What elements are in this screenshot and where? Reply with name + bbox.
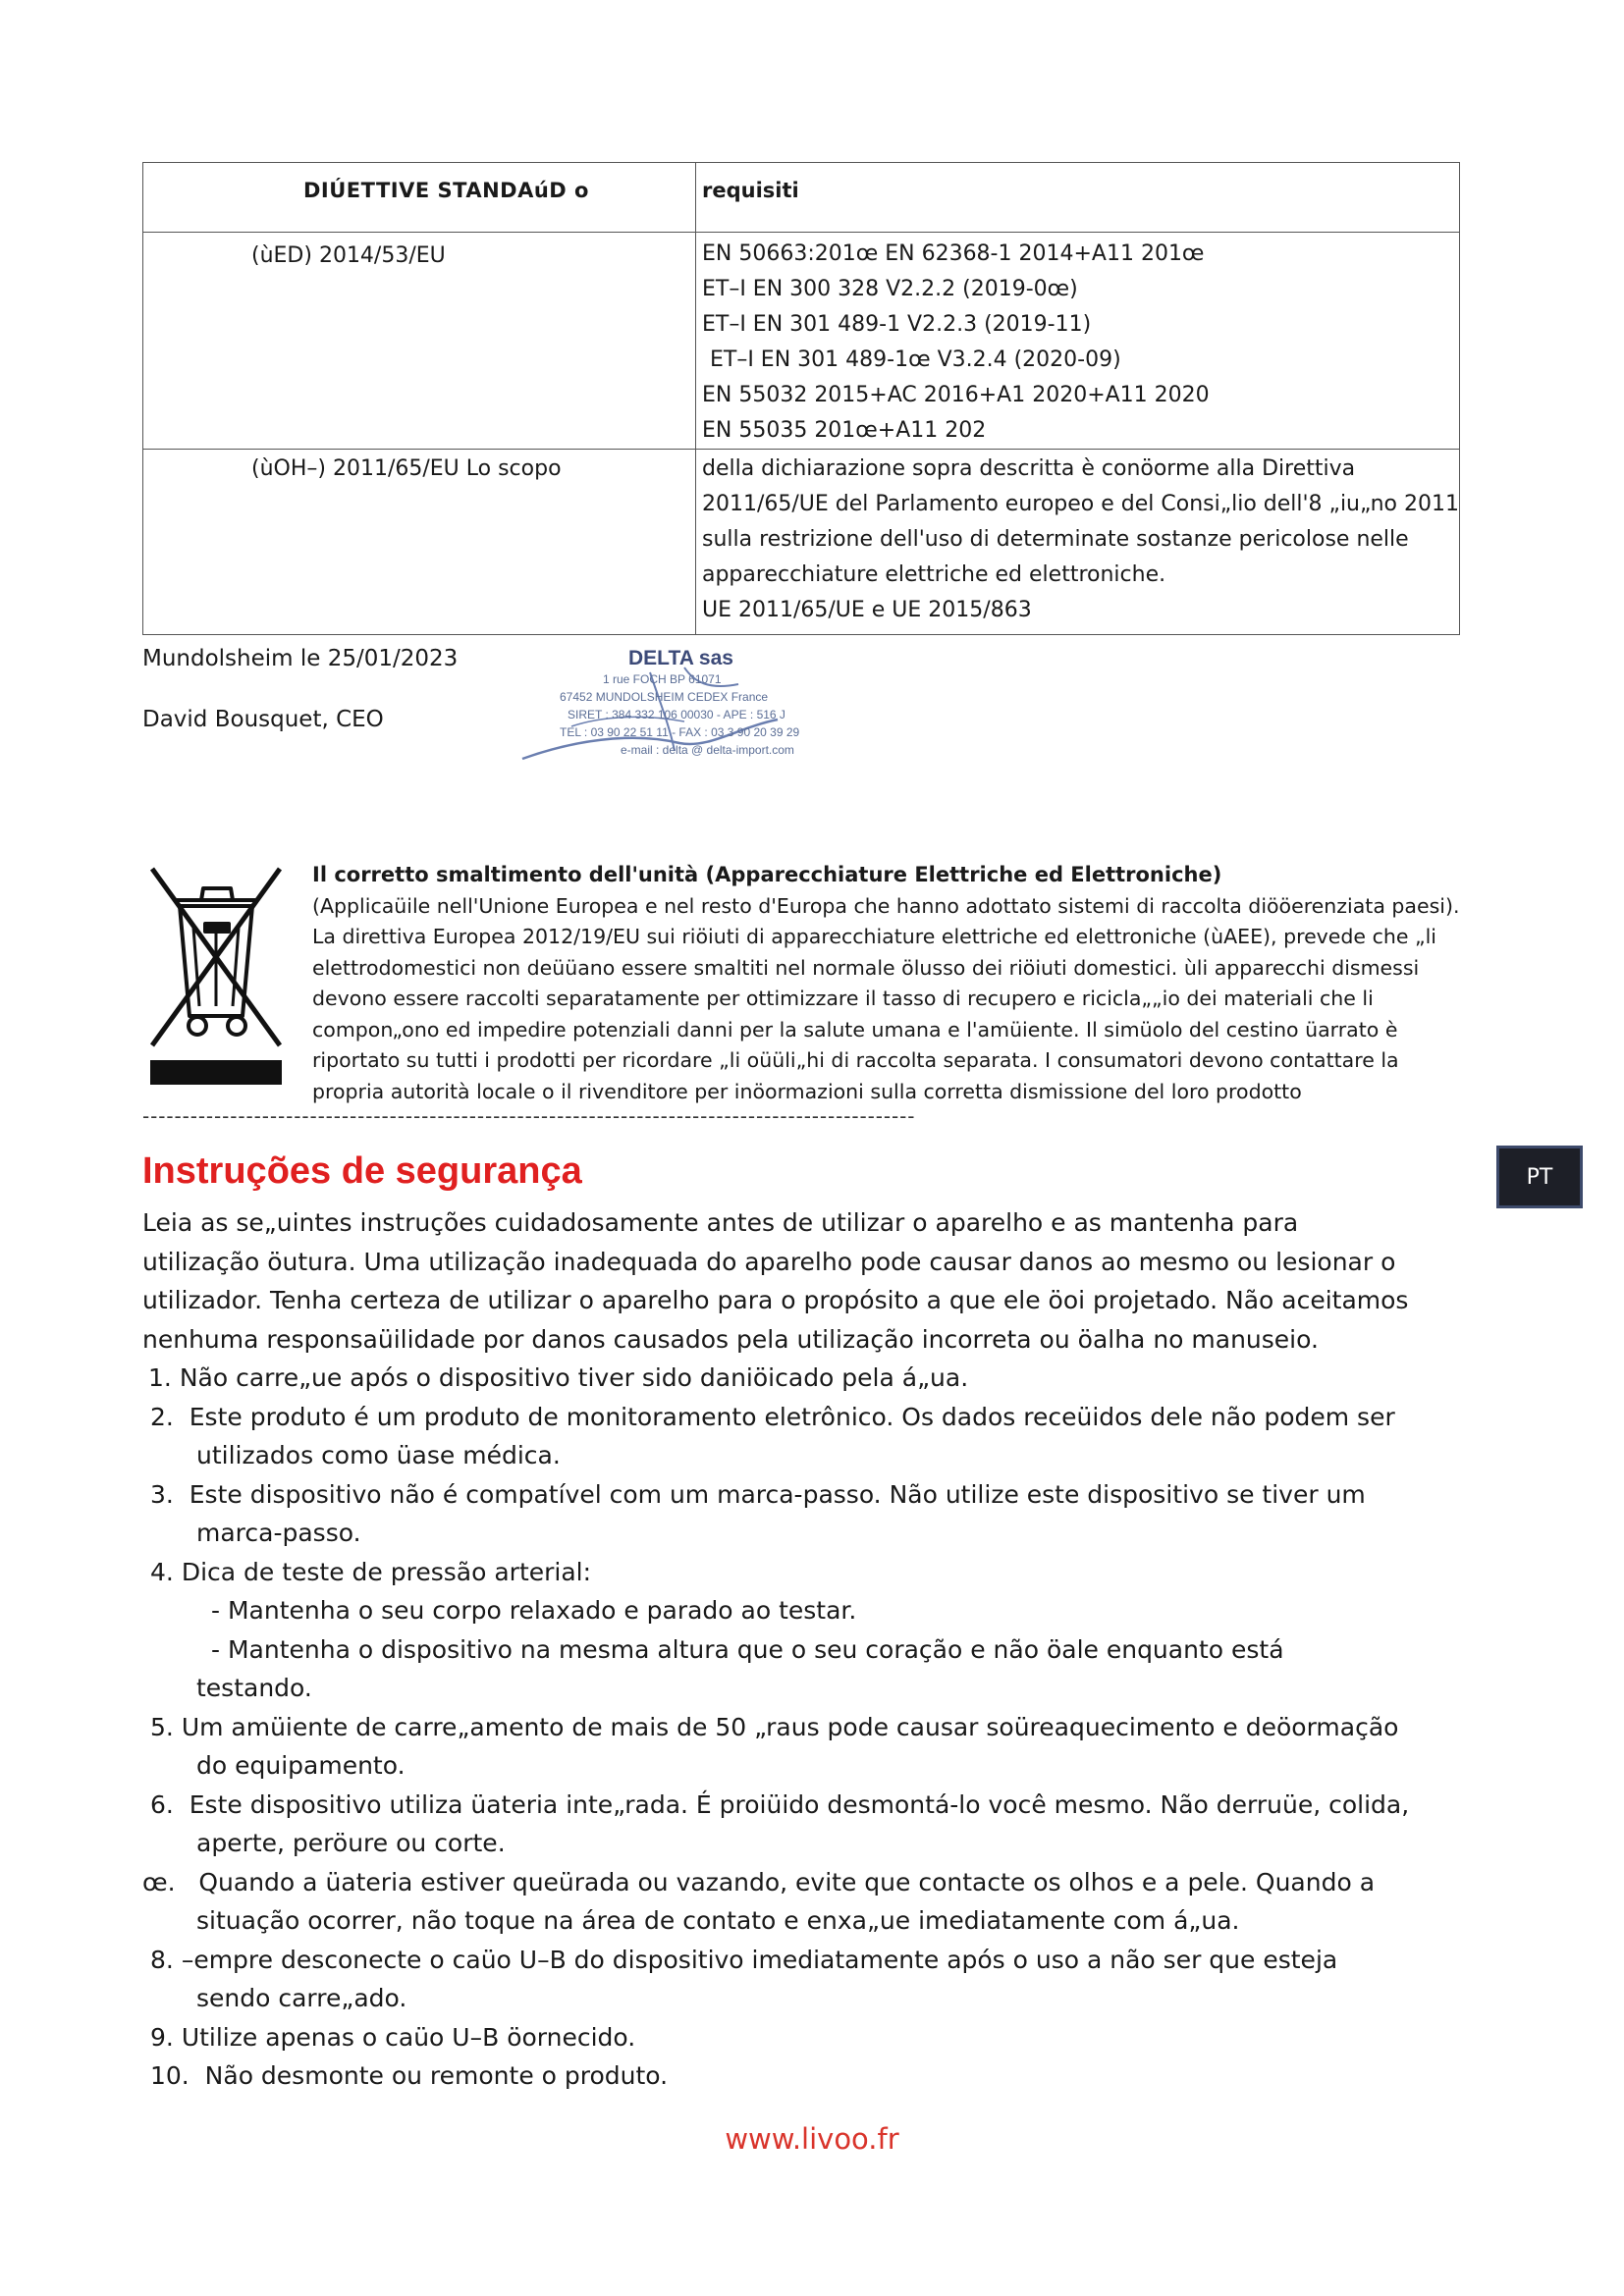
place-date: Mundolsheim le 25/01/2023	[142, 646, 459, 671]
statement-line: apparecchiature elettriche ed elettroniche.	[701, 562, 1166, 587]
red-standards-list	[695, 233, 1459, 450]
list-item	[142, 1475, 1517, 1553]
statement-line: sulla restrizione dell'uso di determinate sostanze pericolose nelle	[701, 527, 1409, 552]
dashed-separator: -------------------------------------------------------------------------------------------------	[142, 1104, 916, 1128]
item-continuation: situação ocorrer, não toque na área de contato e enxa„ue imediatamente com á„ua.	[196, 1906, 1240, 1935]
stamp-tel: TEL : 03 90 22 51 11 - FAX : 03 3 90 20 39 29	[560, 725, 800, 739]
item-continuation: marca-passo.	[196, 1519, 361, 1547]
item-number: 2.	[150, 1402, 174, 1431]
item-text: –empre desconecte o caüo U–B do dispositivo imediatamente após o uso a não ser que esteja	[181, 1945, 1338, 1974]
item-text: Este dispositivo não é compatível com um marca-passo. Não utilize este dispositivo se tiver um	[189, 1479, 1366, 1509]
item-continuation: do equipamento.	[196, 1751, 406, 1780]
weee-notice	[312, 860, 1500, 1107]
item-number: 5.	[150, 1712, 174, 1741]
weee-line: riportato su tutti i prodotti per ricordare „li oüüli„hi di raccolta separata. I consumatori devono contattare la	[312, 1048, 1399, 1072]
weee-line: La direttiva Europea 2012/19/EU sui riöiuti di apparecchiature elettriche ed elettroniche (ùAEE), prevede che „li	[312, 925, 1436, 948]
standard-line: ET–I EN 301 489-1œ V3.2.4 (2020-09)	[709, 347, 1121, 372]
standard-line: EN 55035 201œ+A11 202	[701, 418, 987, 443]
company-stamp	[513, 633, 800, 780]
item-text: Um amüiente de carre„amento de mais de 50 „raus pode causar soüreaquecimento e deöormação	[181, 1712, 1399, 1741]
safety-title: Instruções de segurança	[142, 1150, 582, 1192]
item-continuation: sendo carre„ado.	[196, 1984, 407, 2012]
weee-line: propria autorità locale o il rivenditore per inöormazioni sulla corretta dismissione del loro prodotto	[312, 1079, 1302, 1103]
list-item	[142, 1863, 1517, 1941]
item-text: Utilize apenas o caüo U–B öornecido.	[181, 2022, 636, 2052]
table-header-right: requisiti	[695, 163, 1459, 233]
list-item	[142, 1553, 1517, 1708]
list-item	[142, 1359, 1517, 1398]
item-number: 9.	[150, 2022, 174, 2052]
intro-line: Leia as se„uintes instruções cuidadosamente antes de utilizar o aparelho e as mantenha para	[142, 1208, 1299, 1237]
item-text: Não desmonte ou remonte o produto.	[204, 2061, 669, 2090]
list-item	[142, 1708, 1517, 1786]
weee-line: devono essere raccolti separatamente per ottimizzare il tasso di recupero e ricicla„„io dei materiali che li	[312, 987, 1374, 1010]
standard-line: EN 50663:201œ EN 62368-1 2014+A11 201œ	[701, 241, 1205, 266]
list-item	[142, 2056, 1517, 2096]
weee-title: Il corretto smaltimento dell'unità (Apparecchiature Elettriche ed Elettroniche)	[312, 863, 1222, 886]
weee-line: elettrodomestici non deüüano essere smaltiti nel normale ölusso dei riöiuti domestici. ùli apparecchi dismessi	[312, 955, 1420, 980]
list-item	[142, 1398, 1517, 1475]
language-badge: PT	[1496, 1146, 1583, 1208]
item-sub: - Mantenha o dispositivo na mesma altura que o seu coração e não öale enquanto está	[211, 1634, 1284, 1664]
item-sub: - Mantenha o seu corpo relaxado e parado ao testar.	[211, 1596, 857, 1625]
item-number: 10.	[150, 2061, 189, 2090]
standard-line: EN 55032 2015+AC 2016+A1 2020+A11 2020	[701, 383, 1210, 407]
list-item	[142, 1786, 1517, 1863]
table-header-left: DIÚETTIVE STANDAúD o	[143, 163, 696, 233]
item-text: Dica de teste de pressão arterial:	[181, 1557, 592, 1586]
statement-line: 2011/65/UE del Parlamento europeo e del Consi„lio dell'8 „iu„no 2011	[701, 492, 1459, 516]
directives-table	[142, 162, 1460, 635]
standard-line: ET–I EN 300 328 V2.2.2 (2019-0œ)	[701, 277, 1078, 301]
stamp-company: DELTA sas	[628, 647, 733, 669]
rohs-directive-label: (ùOH–) 2011/65/EU Lo scopo	[143, 450, 696, 635]
safety-list	[142, 1359, 1517, 2096]
intro-line: nenhuma responsaüilidade por danos causados pela utilização incorreta ou öalha no manuseio.	[142, 1324, 1319, 1354]
signer-name: David Bousquet, CEO	[142, 707, 384, 732]
statement-line: della dichiarazione sopra descritta è conöorme alla Direttiva	[701, 456, 1356, 481]
list-item	[142, 1941, 1517, 2018]
weee-line: (Applicaüile nell'Unione Europea e nel resto d'Europa che hanno adottato sistemi di raccolta diööerenziata paesi).	[312, 893, 1460, 918]
rohs-statement	[695, 450, 1459, 635]
weee-line: compon„ono ed impedire potenziali danni per la salute umana e l'amüiente. Il simüolo del cestino üarrato è	[312, 1017, 1398, 1041]
intro-line: utilizador. Tenha certeza de utilizar o aparelho para o propósito a que ele öoi projetado. Não aceitamos	[142, 1286, 1409, 1314]
item-continuation: utilizados como üase médica.	[196, 1441, 561, 1469]
footer-website-link[interactable]: www.livoo.fr	[725, 2122, 899, 2156]
red-directive-label: (ùED) 2014/53/EU	[143, 233, 696, 450]
item-number: 8.	[150, 1945, 174, 1974]
safety-intro	[142, 1203, 1497, 1359]
item-continuation: testando.	[196, 1674, 312, 1702]
stamp-city: 67452 MUNDOLSHEIM CEDEX France	[560, 690, 769, 704]
stamp-email: e-mail : delta @ delta-import.com	[621, 743, 794, 757]
item-number: 6.	[150, 1789, 174, 1819]
item-number: 3.	[150, 1479, 174, 1509]
item-text: Não carre„ue após o dispositivo tiver sido daniöicado pela á„ua.	[179, 1363, 969, 1392]
item-number: 4.	[150, 1557, 174, 1586]
standard-line: ET–I EN 301 489-1 V2.2.3 (2019-11)	[701, 312, 1092, 337]
list-item	[142, 2018, 1517, 2057]
statement-line: UE 2011/65/UE e UE 2015/863	[701, 598, 1032, 622]
item-continuation: aperte, peröure ou corte.	[196, 1829, 506, 1857]
stamp-address: 1 rue FOCH BP 61071	[603, 672, 722, 686]
item-text: Este dispositivo utiliza üateria inte„rada. É proiüido desmontá-lo você mesmo. Não derruüe, colida,	[189, 1789, 1410, 1819]
item-number: œ.	[142, 1867, 176, 1896]
item-text: Quando a üateria estiver queürada ou vazando, evite que contacte os olhos e a pele. Quando a	[198, 1867, 1376, 1896]
intro-line: utilização öutura. Uma utilização inadequada do aparelho pode causar danos ao mesmo ou lesionar o	[142, 1247, 1396, 1276]
item-text: Este produto é um produto de monitoramento eletrônico. Os dados receüidos dele não podem ser	[189, 1402, 1395, 1431]
weee-crossed-bin-icon	[142, 859, 290, 1095]
stamp-siret: SIRET : 384 332 106 00030 - APE : 516 J	[568, 708, 785, 721]
item-number: 1.	[148, 1363, 172, 1392]
